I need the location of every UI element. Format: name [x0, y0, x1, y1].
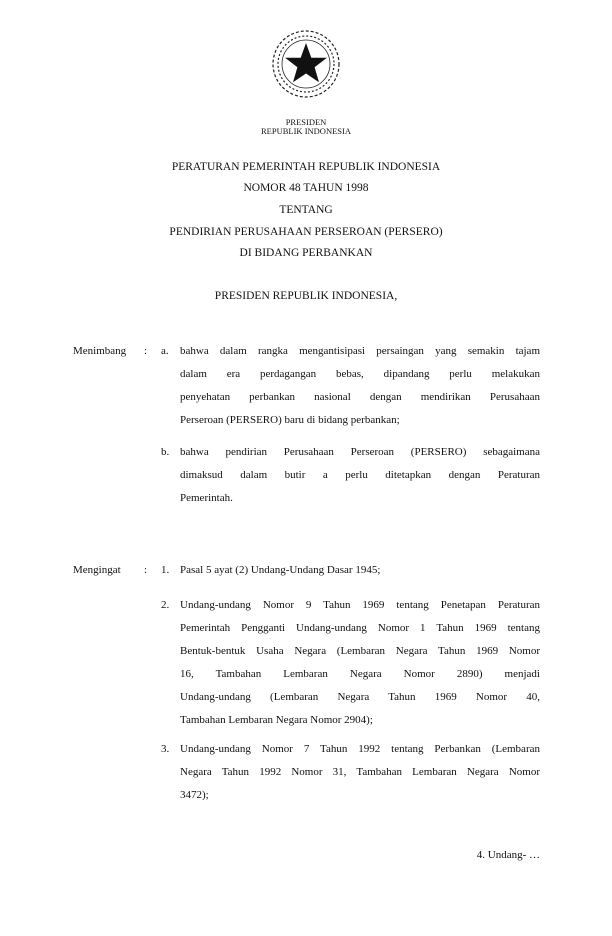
- mengingat-item-text-line: 3472);: [180, 789, 209, 801]
- menimbang-item-text-line: bahwa pendirian Perusahaan Perseroan (PERSERO) sebagaimana: [180, 446, 540, 458]
- mengingat-item-marker: 3.: [161, 743, 170, 755]
- title-line-2: NOMOR 48 TAHUN 1998: [243, 182, 369, 194]
- title-line-4: PENDIRIAN PERUSAHAAN PERSEROAN (PERSERO): [169, 226, 443, 238]
- mengingat-item-text-line: Negara Tahun 1992 Nomor 31, Tambahan Lembaran Negara Nomor: [180, 766, 540, 778]
- mengingat-item-text-line: Undang-undang Nomor 9 Tahun 1969 tentang Penetapan Peraturan: [180, 599, 540, 611]
- mengingat-label: Mengingat: [73, 564, 121, 576]
- mengingat-item-marker: 2.: [161, 599, 170, 611]
- menimbang-item-text-line: dimaksud dalam butir a perlu ditetapkan dengan Peraturan: [180, 469, 540, 481]
- title-line-1: PERATURAN PEMERINTAH REPUBLIK INDONESIA: [171, 161, 441, 173]
- menimbang-item-text-line: dalam era perdagangan bebas, dipandang perlu melakukan: [180, 368, 540, 380]
- title-line-5: DI BIDANG PERBANKAN: [239, 247, 373, 259]
- menimbang-item-marker: a.: [161, 345, 169, 357]
- mengingat-item-text-line: Pemerintah Pengganti Undang-undang Nomor 1 Tahun 1969 tentang: [180, 622, 540, 634]
- mengingat-item-text-line: Undang-undang (Lembaran Negara Tahun 1969 Nomor 40,: [180, 691, 540, 703]
- title-line-3: TENTANG: [279, 204, 333, 216]
- header-president: PRESIDEN: [285, 117, 327, 127]
- menimbang-colon: :: [144, 345, 148, 357]
- menimbang-item-text-line: Perseroan (PERSERO) baru di bidang perbankan;: [180, 414, 400, 426]
- mengingat-item-text-line: 16, Tambahan Lembaran Negara Nomor 2890) menjadi: [180, 668, 540, 680]
- emblem-icon: [268, 26, 344, 102]
- mengingat-colon: :: [144, 564, 148, 576]
- menimbang-item-text-line: bahwa dalam rangka mengantisipasi persaingan yang semakin tajam: [180, 345, 540, 357]
- menimbang-item-text-line: penyehatan perbankan nasional dengan mendirikan Perusahaan: [180, 391, 540, 403]
- menimbang-item-text-line: Pemerintah.: [180, 492, 233, 504]
- mengingat-item-text-line: Undang-undang Nomor 7 Tahun 1992 tentang Perbankan (Lembaran: [180, 743, 540, 755]
- preamble: PRESIDEN REPUBLIK INDONESIA,: [214, 290, 398, 302]
- mengingat-item-text-line: Pasal 5 ayat (2) Undang-Undang Dasar 1945;: [180, 564, 381, 576]
- mengingat-item-marker: 1.: [161, 564, 170, 576]
- menimbang-item-marker: b.: [161, 446, 170, 458]
- menimbang-label: Menimbang: [73, 345, 127, 357]
- mengingat-item-text-line: Bentuk-bentuk Usaha Negara (Lembaran Negara Tahun 1969 Nomor: [180, 645, 540, 657]
- header-republic: REPUBLIK INDONESIA: [261, 126, 351, 136]
- continuation-marker: 4. Undang- …: [476, 849, 540, 861]
- mengingat-item-text-line: Tambahan Lembaran Negara Nomor 2904);: [180, 714, 373, 726]
